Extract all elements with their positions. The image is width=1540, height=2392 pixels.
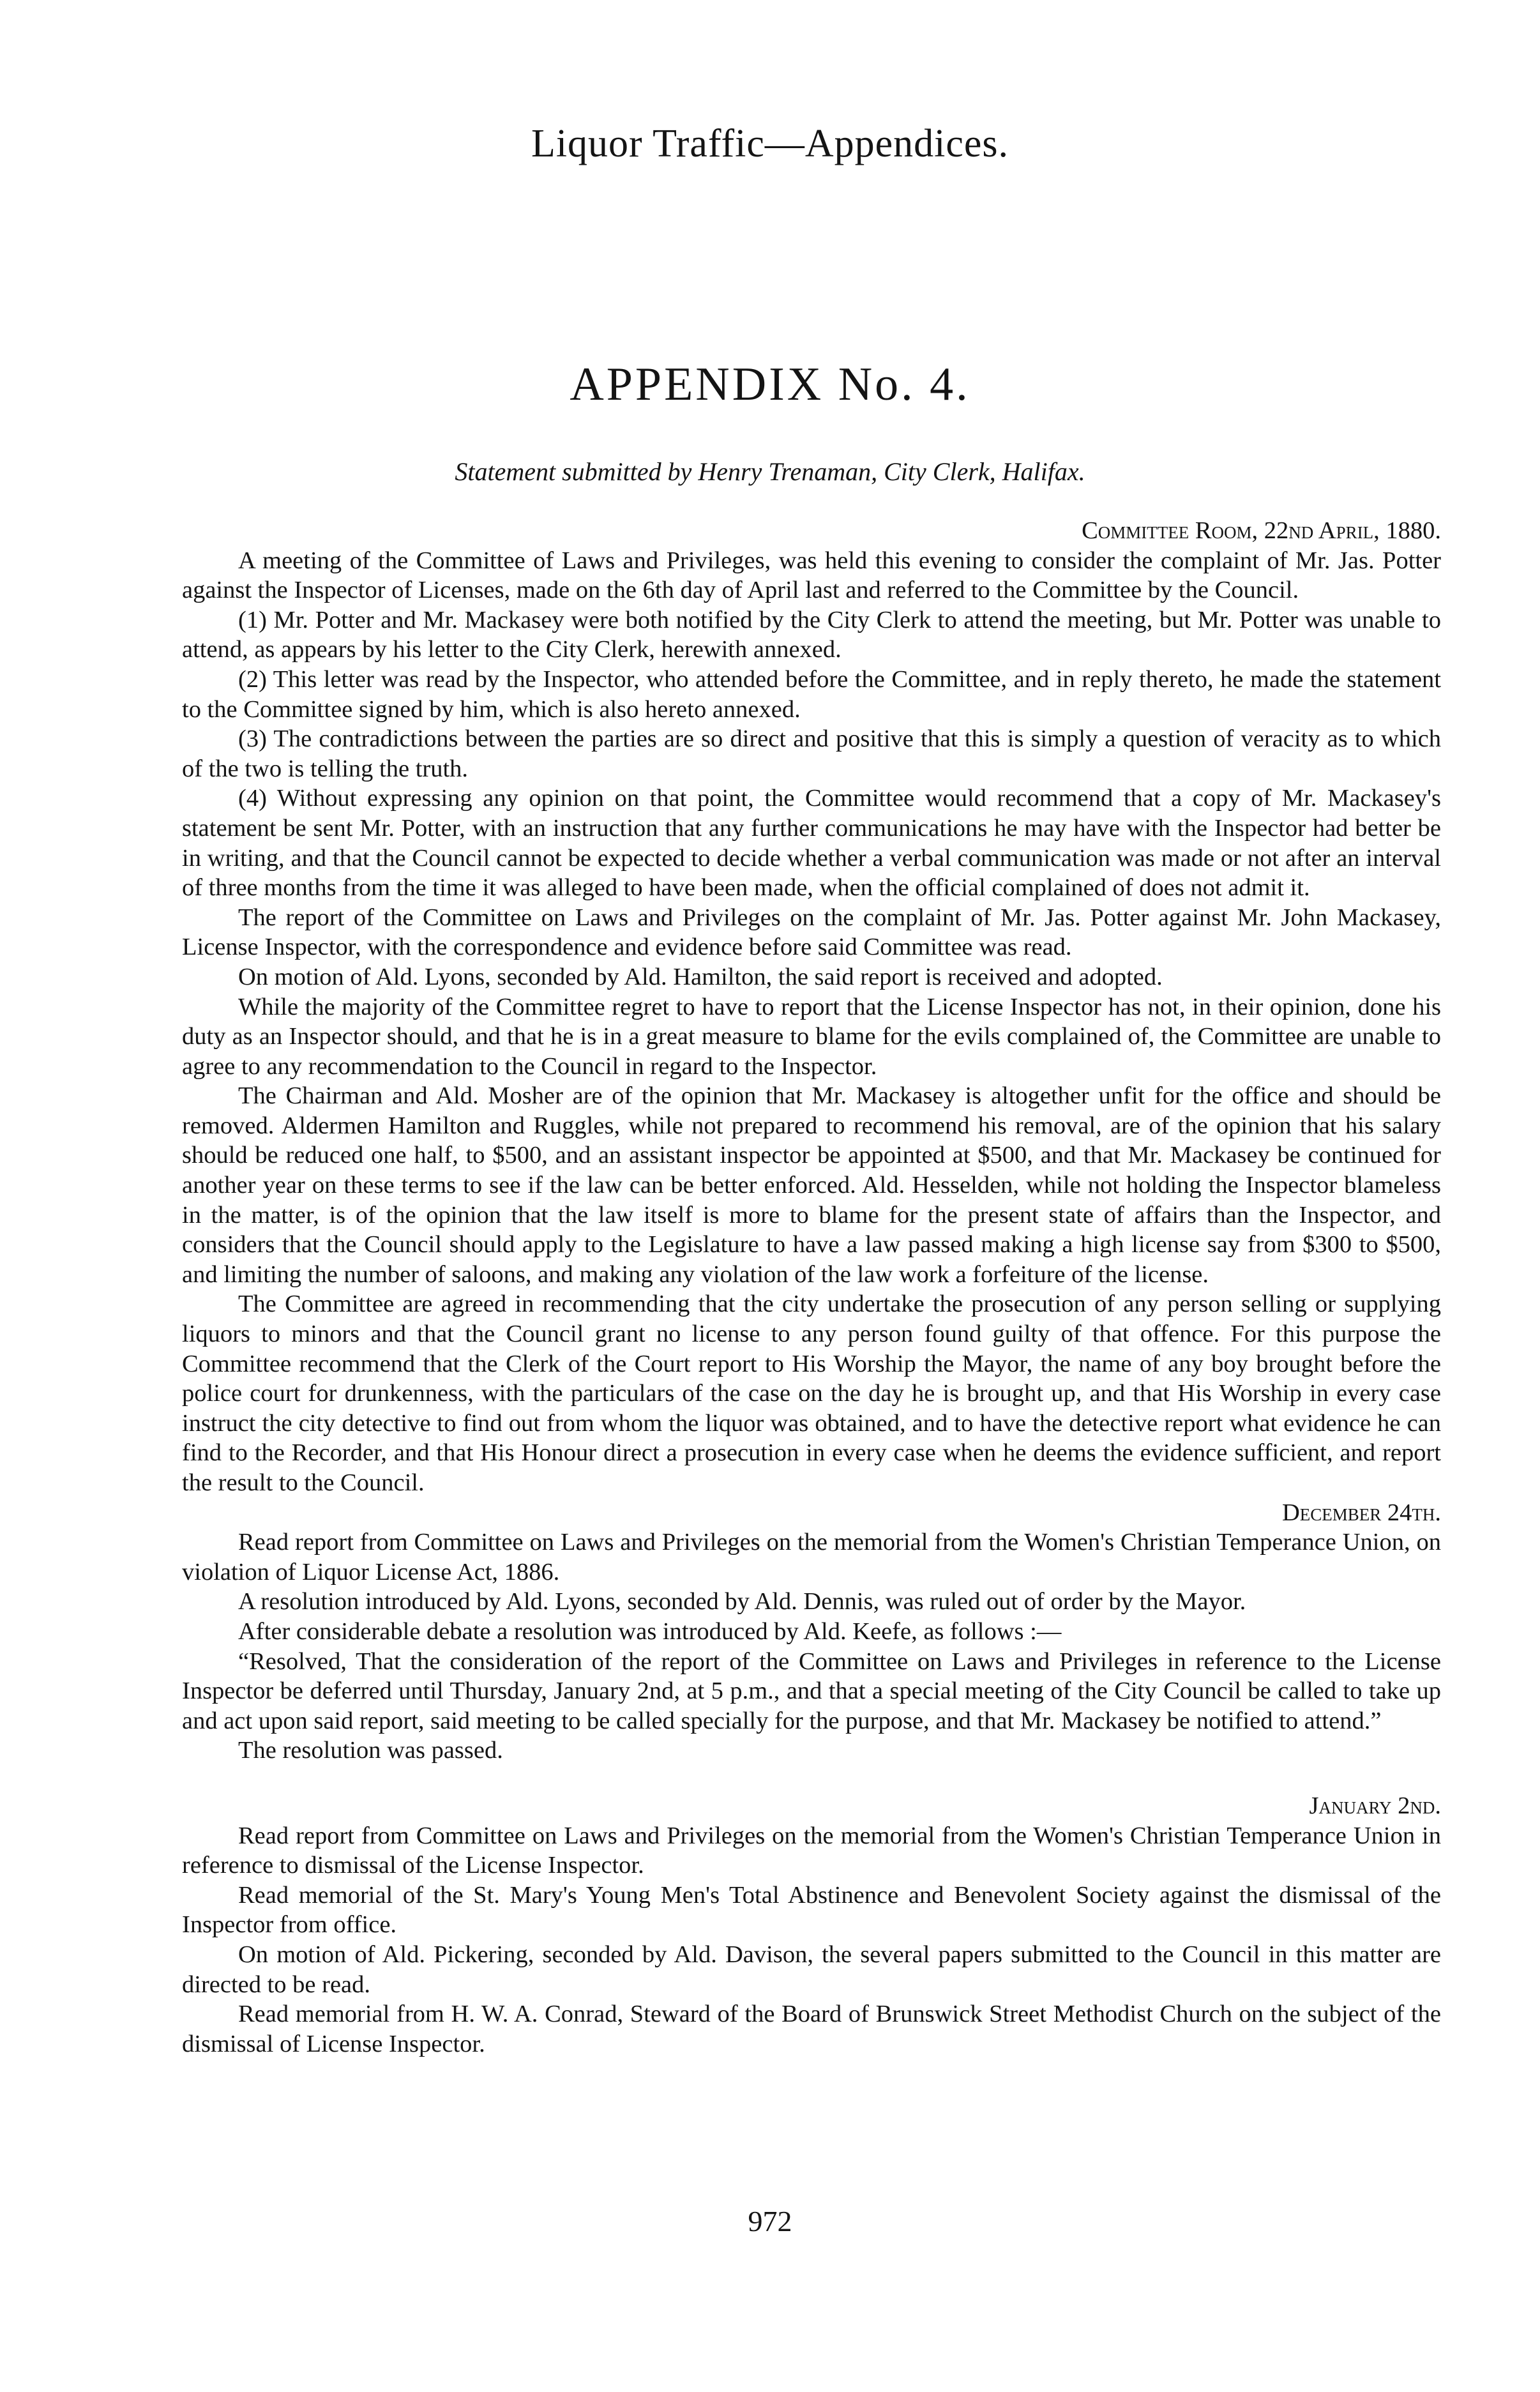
body-text <box>182 516 1441 2059</box>
paragraph: A resolution introduced by Ald. Lyons, seconded by Ald. Dennis, was ruled out of order by the Mayor. <box>238 1588 1246 1616</box>
paragraph: A meeting of the Committee of Laws and Privileges, was held this evening to consider the complaint of Mr. Jas. Potter against the Inspector of Licenses, made on the 6th day of April last and referred to the Committee by the Council. <box>182 547 1441 604</box>
paragraph: On motion of Ald. Pickering, seconded by Ald. Davison, the several papers submitted to the Council in this matter are directed to be read. <box>182 1941 1441 1998</box>
paragraph: Read memorial of the St. Mary's Young Men's Total Abstinence and Benevolent Society against the dismissal of the Inspector from office. <box>182 1881 1441 1939</box>
running-head: Liquor Traffic—Appendices. <box>531 122 1009 165</box>
paragraph: Read memorial from H. W. A. Conrad, Steward of the Board of Brunswick Street Methodist Church on the subject of the dismissal of License Inspector. <box>182 2001 1441 2057</box>
paragraph: “Resolved, That the consideration of the report of the Committee on Laws and Privileges in reference to the License Inspector be deferred until Thursday, January 2nd, at 5 p.m., and that a special meeting of the City Council be called to take up and act upon said report, said meeting to be called specially for the purpose, and that Mr. Mackasey be notified to attend.” <box>182 1647 1441 1734</box>
paragraph: Read report from Committee on Laws and Privileges on the memorial from the Women's Christian Temperance Union, on violation of Liquor License Act, 1886. <box>182 1529 1441 1586</box>
dateline: December 24th. <box>1281 1499 1441 1526</box>
paragraph: (1) Mr. Potter and Mr. Mackasey were both notified by the City Clerk to attend the meeting, but Mr. Potter was unable to attend, as appears by his letter to the City Clerk, herewith annexed. <box>182 606 1441 663</box>
appendix-subtitle: Statement submitted by Henry Trenaman, City Clerk, Halifax. <box>455 457 1085 486</box>
paragraph: The resolution was passed. <box>238 1737 503 1764</box>
paragraph: The Chairman and Ald. Mosher are of the opinion that Mr. Mackasey is altogether unfit for the office and should be removed. Aldermen Hamilton and Ruggles, while not prepared to recommend his removal, are of the opinion that his salary should be reduced one half, to $500, and an assistant inspector be appointed at $500, and that Mr. Mackasey be continued for another year on these terms to see if the law can be better enforced. Ald. Hesselden, while not holding the Inspector blameless in the matter, is of the opinion that the law itself is more to blame for the present state of affairs than the Inspector, and considers that the Council should apply to the Legislature to have a law passed making a high license say from $300 to $500, and limiting the number of saloons, and making any violation of the law work a forfeiture of the license. <box>182 1082 1441 1288</box>
paragraph: The report of the Committee on Laws and Privileges on the complaint of Mr. Jas. Potter against Mr. John Mackasey, License Inspector, with the correspondence and evidence before said Committee was read. <box>182 904 1441 961</box>
paragraph: (3) The contradictions between the parties are so direct and positive that this is simply a question of veracity as to which of the two is telling the truth. <box>182 725 1441 782</box>
page-number: 972 <box>748 2205 792 2237</box>
paragraph: After considerable debate a resolution was introduced by Ald. Keefe, as follows :— <box>238 1617 1062 1645</box>
paragraph: While the majority of the Committee regret to have to report that the License Inspector has not, in their opinion, done his duty as an Inspector should, and that he is in a great measure to blame for the evils complained of, the Committee are unable to agree to any recommendation to the Council in regard to the Inspector. <box>182 993 1441 1080</box>
paragraph: On motion of Ald. Lyons, seconded by Ald. Hamilton, the said report is received and adopted. <box>238 963 1163 990</box>
paragraph: (2) This letter was read by the Inspector, who attended before the Committee, and in reply thereto, he made the statement to the Committee signed by him, which is also hereto annexed. <box>182 665 1441 723</box>
dateline: Committee Room, 22nd April, 1880. <box>1082 517 1441 544</box>
paragraph: Read report from Committee on Laws and Privileges on the memorial from the Women's Christian Temperance Union in reference to dismissal of the License Inspector. <box>182 1822 1441 1879</box>
paragraph: (4) Without expressing any opinion on that point, the Committee would recommend that a copy of Mr. Mackasey's statement be sent Mr. Potter, with an instruction that any further communications he may have with the Inspector had better be in writing, and that the Council cannot be expected to decide whether a verbal communication was made or not after an interval of three months from the time it was alleged to have been made, when the official complained of does not admit it. <box>182 785 1441 902</box>
dateline: January 2nd. <box>1309 1792 1441 1819</box>
paragraph: The Committee are agreed in recommending that the city undertake the prosecution of any person selling or supplying liquors to minors and that the Council grant no license to any person found guilty of that offence. For this purpose the Committee recommend that the Clerk of the Court report to His Worship the Mayor, the name of any boy brought before the police court for drunkenness, with the particulars of the case on the day he is brought up, and that His Worship in every case instruct the city detective to find out from whom the liquor was obtained, and to have the detective report what evidence he can find to the Recorder, and that His Honour direct a prosecution in every case when he deems the evidence sufficient, and report the result to the Council. <box>182 1291 1441 1496</box>
appendix-title: APPENDIX No. 4. <box>570 358 970 411</box>
